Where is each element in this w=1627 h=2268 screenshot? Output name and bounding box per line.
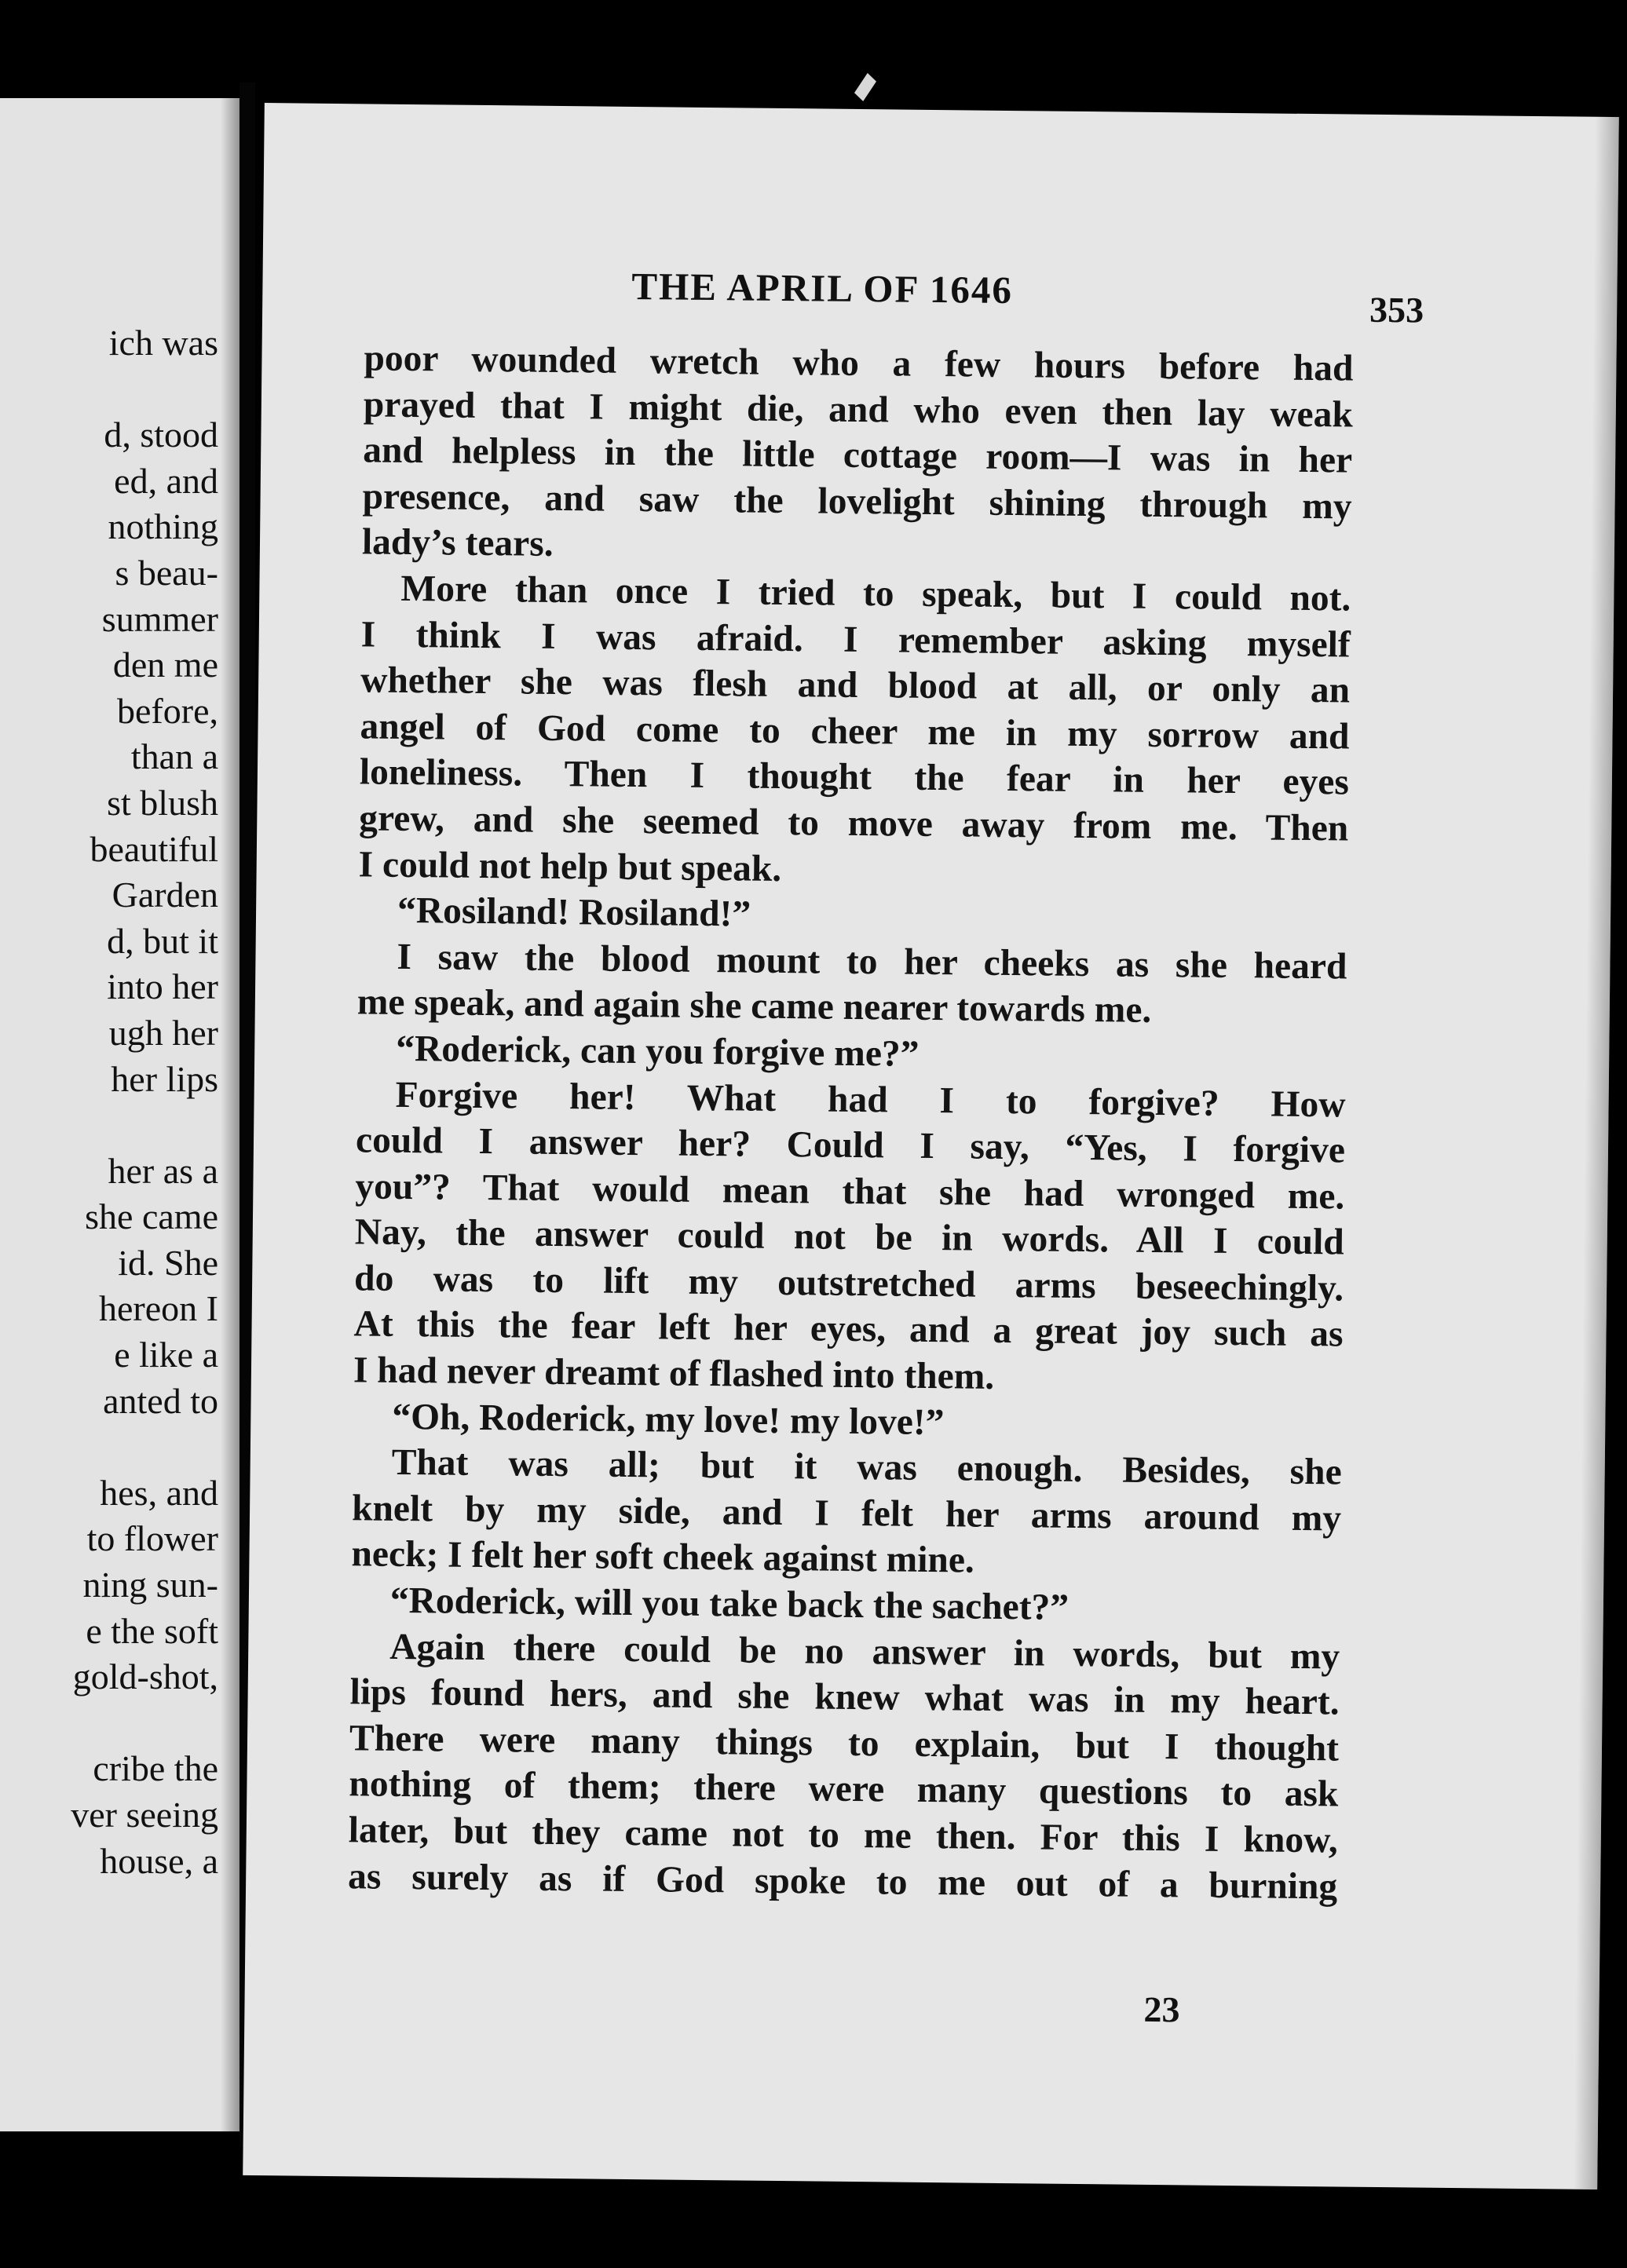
left-page-line: [0, 1700, 236, 1747]
text-line: lady’s tears.: [361, 521, 554, 565]
text-line: nothing of them; there were many questions to ask: [349, 1763, 1339, 1815]
left-page-line: gold-shot,: [72, 1656, 218, 1697]
left-page-line: before,: [117, 690, 218, 731]
text-line: presence, and saw the lovelight shining through my: [362, 476, 1352, 528]
text-line: Nay, the answer could not be in words. All I could: [354, 1211, 1345, 1263]
left-page-line: into her: [107, 966, 218, 1007]
left-page-line: d, but it: [107, 920, 218, 961]
left-page-line: cribe the: [93, 1748, 218, 1789]
text-line: I had never dreamt of flashed into them.: [353, 1349, 995, 1397]
signature-mark: 23: [1143, 1989, 1180, 2030]
text-line: knelt by my side, and I felt her arms around my: [351, 1488, 1342, 1539]
text-line: Again there could be no answer in words, but my: [389, 1626, 1340, 1678]
left-page-line: ver seeing: [71, 1795, 218, 1835]
text-line: angel of God come to cheer me in my sorrow and: [360, 706, 1350, 758]
text-line: There were many things to explain, but I thought: [349, 1718, 1340, 1769]
left-page-line: [0, 1102, 236, 1149]
text-line: grew, and she seemed to move away from me. Then: [359, 798, 1349, 849]
left-page-line: ugh her: [108, 1012, 218, 1053]
text-line: do was to lift my outstretched arms beseechingly.: [353, 1258, 1344, 1309]
left-page-line: her as a: [108, 1150, 218, 1191]
left-page-line: hereon I: [99, 1288, 218, 1329]
left-page-line: she came: [85, 1196, 218, 1237]
page-number: 353: [1369, 289, 1424, 331]
left-page-line: to flower: [86, 1518, 218, 1559]
text-line: At this the fear left her eyes, and a great joy such as: [353, 1303, 1344, 1355]
text-line: whether she was flesh and blood at all, or only an: [360, 659, 1351, 711]
text-line: loneliness. Then I thought the fear in her eyes: [359, 751, 1350, 803]
text-line: could I answer her? Could I say, “Yes, I forgive: [355, 1119, 1346, 1171]
text-line: poor wounded wretch who a few hours before had: [364, 338, 1354, 389]
text-line: lips found hers, and she knew what was in my heart.: [349, 1671, 1340, 1723]
left-page-line: d, stood: [104, 415, 218, 455]
text-line: you”? That would mean that she had wronged me.: [355, 1166, 1345, 1218]
page-edge-shadow: [1574, 117, 1619, 2189]
left-page-line: ed, and: [114, 460, 218, 501]
left-page-line: than a: [130, 736, 218, 777]
page-body-text: [348, 335, 1354, 1909]
left-page-line: beautiful: [90, 828, 218, 869]
text-line: me speak, and again she came nearer towards me.: [356, 981, 1152, 1032]
scan-artifact-mark: [854, 73, 876, 101]
left-page-line: nothing: [108, 506, 218, 547]
left-page-line: e the soft: [86, 1610, 218, 1651]
right-page: [243, 103, 1619, 2189]
left-page-text: [0, 320, 236, 1884]
left-page-line: Garden: [112, 875, 218, 915]
text-line: That was all; but it was enough. Besides, she: [391, 1442, 1342, 1493]
left-page-line: e like a: [114, 1335, 218, 1375]
running-head: THE APRIL OF 1646: [631, 264, 1014, 312]
left-page-line: st blush: [107, 782, 218, 823]
left-page-line: den me: [112, 645, 218, 685]
text-line: “Rosiland! Rosiland!”: [397, 889, 751, 935]
text-line: I think I was afraid. I remember asking myself: [360, 613, 1351, 666]
text-line: later, but they came not to me then. For this I know,: [348, 1810, 1339, 1861]
text-line: prayed that I might die, and who even then lay weak: [363, 383, 1354, 436]
left-page-line: ich was: [108, 323, 218, 363]
left-page-line: hes, and: [100, 1472, 218, 1513]
text-line: “Oh, Roderick, my love! my love!”: [392, 1396, 945, 1443]
text-line: neck; I felt her soft cheek against mine.: [351, 1533, 975, 1582]
text-line: as surely as if God spoke to me out of a burning: [347, 1855, 1338, 1908]
text-line: Forgive her! What had I to forgive? How: [395, 1074, 1346, 1126]
text-line: More than once I tried to speak, but I could not.: [400, 568, 1351, 619]
left-page-line: ning sun-: [82, 1565, 218, 1605]
left-facing-page: [0, 98, 239, 2131]
left-page-line: summer: [101, 598, 218, 639]
left-page-line: anted to: [103, 1380, 218, 1421]
text-line: I could not help but speak.: [358, 843, 782, 889]
text-line: I saw the blood mount to her cheeks as she heard: [397, 936, 1347, 988]
left-page-line: id. She: [118, 1242, 218, 1283]
left-page-line: house, a: [100, 1840, 218, 1881]
left-page-line: s beau-: [115, 552, 218, 593]
text-line: “Roderick, will you take back the sachet?”: [389, 1580, 1069, 1628]
text-line: “Roderick, can you forgive me?”: [395, 1028, 920, 1075]
left-page-line: [0, 1424, 236, 1470]
text-line: and helpless in the little cottage room—I was in her: [362, 429, 1353, 481]
left-page-line: her lips: [111, 1058, 218, 1099]
gutter-shadow: [221, 98, 239, 2131]
left-page-line: [0, 367, 236, 413]
